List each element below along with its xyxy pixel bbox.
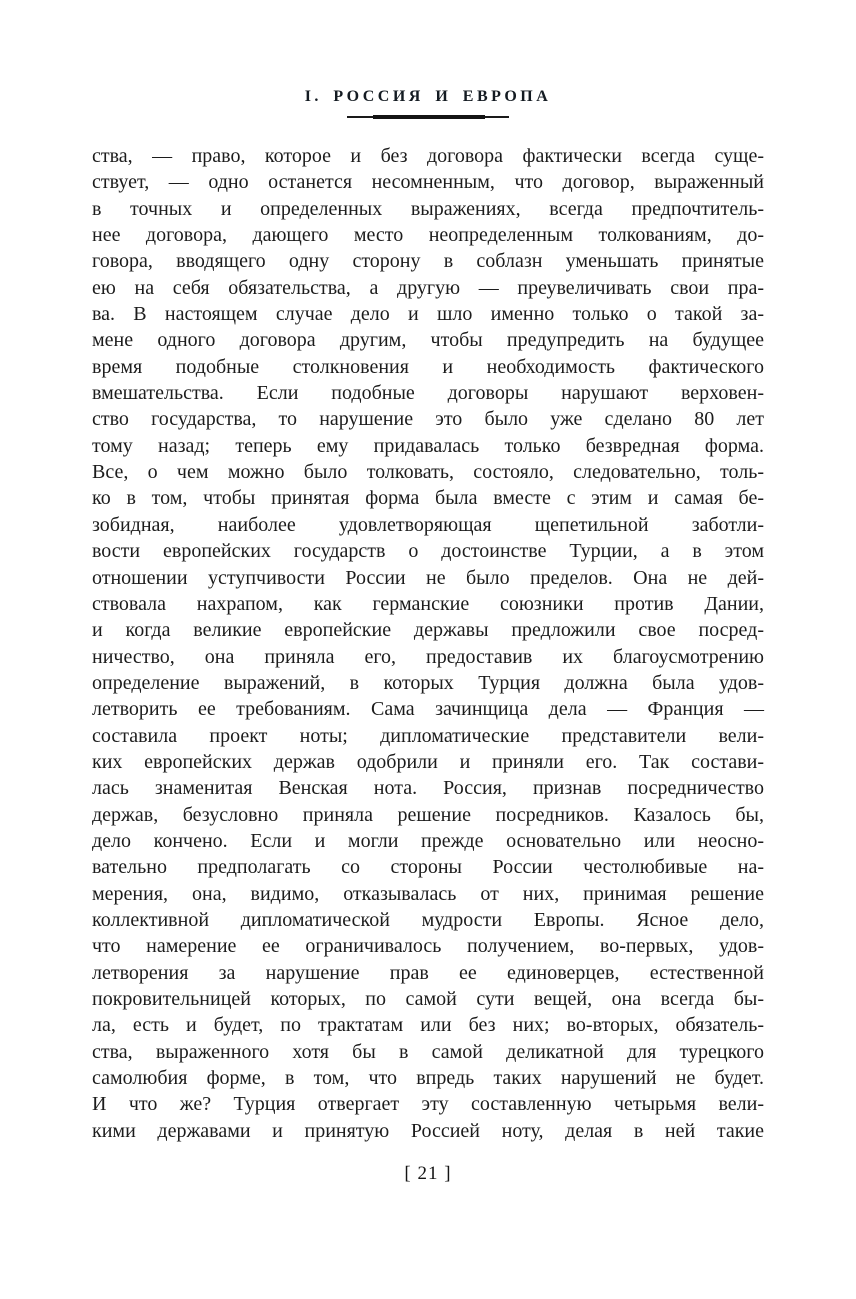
text-line: ства, — право, которое и без договора фактически всегда суще- [92, 145, 764, 167]
text-line: И что же? Турция отвергает эту составленную четырьмя вели- [92, 1093, 764, 1116]
text-line: Все, о чем можно было толковать, состояло, следовательно, толь- [92, 461, 764, 484]
header-ornament [347, 114, 509, 120]
text-line: ствует, — одно останется несомненным, что договор, выраженный [92, 171, 764, 194]
text-line: мене одного договора другим, чтобы предупредить на будущее [92, 329, 764, 352]
text-line: что намерение ее ограничивалось получением, во-первых, удов- [92, 935, 764, 958]
text-line: ко в том, чтобы принятая форма была вместе с этим и самая бе- [92, 487, 764, 510]
text-line: покровительницей которых, по самой сути вещей, она всегда бы- [92, 988, 764, 1010]
text-line: вости европейских государств о достоинстве Турции, а в этом [92, 540, 764, 563]
text-line: вмешательства. Если подобные договоры нарушают верховен- [92, 382, 764, 405]
text-line: ничество, она приняла его, предоставив их благоусмотрению [92, 645, 764, 668]
text-line: ствовала нахрапом, как германские союзники против Дании, [92, 592, 764, 615]
text-line: определение выражений, в которых Турция должна была удов- [92, 671, 764, 694]
text-line: летворения за нарушение прав ее единоверцев, естественной [92, 961, 764, 984]
text-line: ство государства, то нарушение это было уже сделано 80 лет [92, 408, 764, 431]
text-line: ства, выраженного хотя бы в самой деликатной для турецкого [92, 1040, 764, 1063]
text-line: говора, вводящего одну сторону в соблазн уменьшать принятые [92, 250, 764, 273]
ornament-thick-bar [373, 115, 485, 119]
text-line: коллективной дипломатической мудрости Европы. Ясное дело, [92, 908, 764, 931]
text-line: нее договора, дающего место неопределенным толкованиям, до- [92, 224, 764, 247]
text-line: составила проект ноты; дипломатические представители вели- [92, 724, 764, 747]
text-line: отношении уступчивости России не было пределов. Она не дей- [92, 566, 764, 589]
text-line: самолюбия форме, в том, что впредь таких нарушений не будет. [92, 1067, 764, 1090]
text-line: зобидная, наиболее удовлетворяющая щепетильной заботли- [92, 513, 764, 536]
text-line: вательно предполагать со стороны России честолюбивые на- [92, 856, 764, 879]
text-line: ких европейских держав одобрили и приняли его. Так состави- [92, 750, 764, 773]
text-line: в точных и определенных выражениях, всегда предпочтитель- [92, 197, 764, 220]
text-line: кими державами и принятую Россией ноту, делая в ней такие [92, 1119, 764, 1142]
text-line: ла, есть и будет, по трактатам или без них; во-вторых, обязатель- [92, 1014, 764, 1037]
text-line: дело кончено. Если и могли прежде основательно или неосно- [92, 829, 764, 852]
text-line: тому назад; теперь ему придавалась только безвредная форма. [92, 434, 764, 457]
body-text [92, 143, 764, 1144]
text-line: лась знаменитая Венская нота. Россия, признав посредничество [92, 777, 764, 800]
text-line: и когда великие европейские державы предложили свое посред- [92, 619, 764, 642]
text-line: время подобные столкновения и необходимость фактического [92, 355, 764, 378]
text-line: ва. В настоящем случае дело и шло именно только о такой за- [92, 303, 764, 326]
text-line: мерения, она, видимо, отказывалась от них, принимая решение [92, 882, 764, 905]
text-line: держав, безусловно приняла решение посредников. Казалось бы, [92, 803, 764, 826]
text-line: ею на себя обязательства, а другую — преувеличивать свои пра- [92, 276, 764, 299]
running-head: I. РОССИЯ И ЕВРОПА [304, 88, 552, 105]
text-line: летворить ее требованиям. Сама зачинщица дела — Франция — [92, 698, 764, 721]
page-number: [ 21 ] [404, 1163, 452, 1185]
